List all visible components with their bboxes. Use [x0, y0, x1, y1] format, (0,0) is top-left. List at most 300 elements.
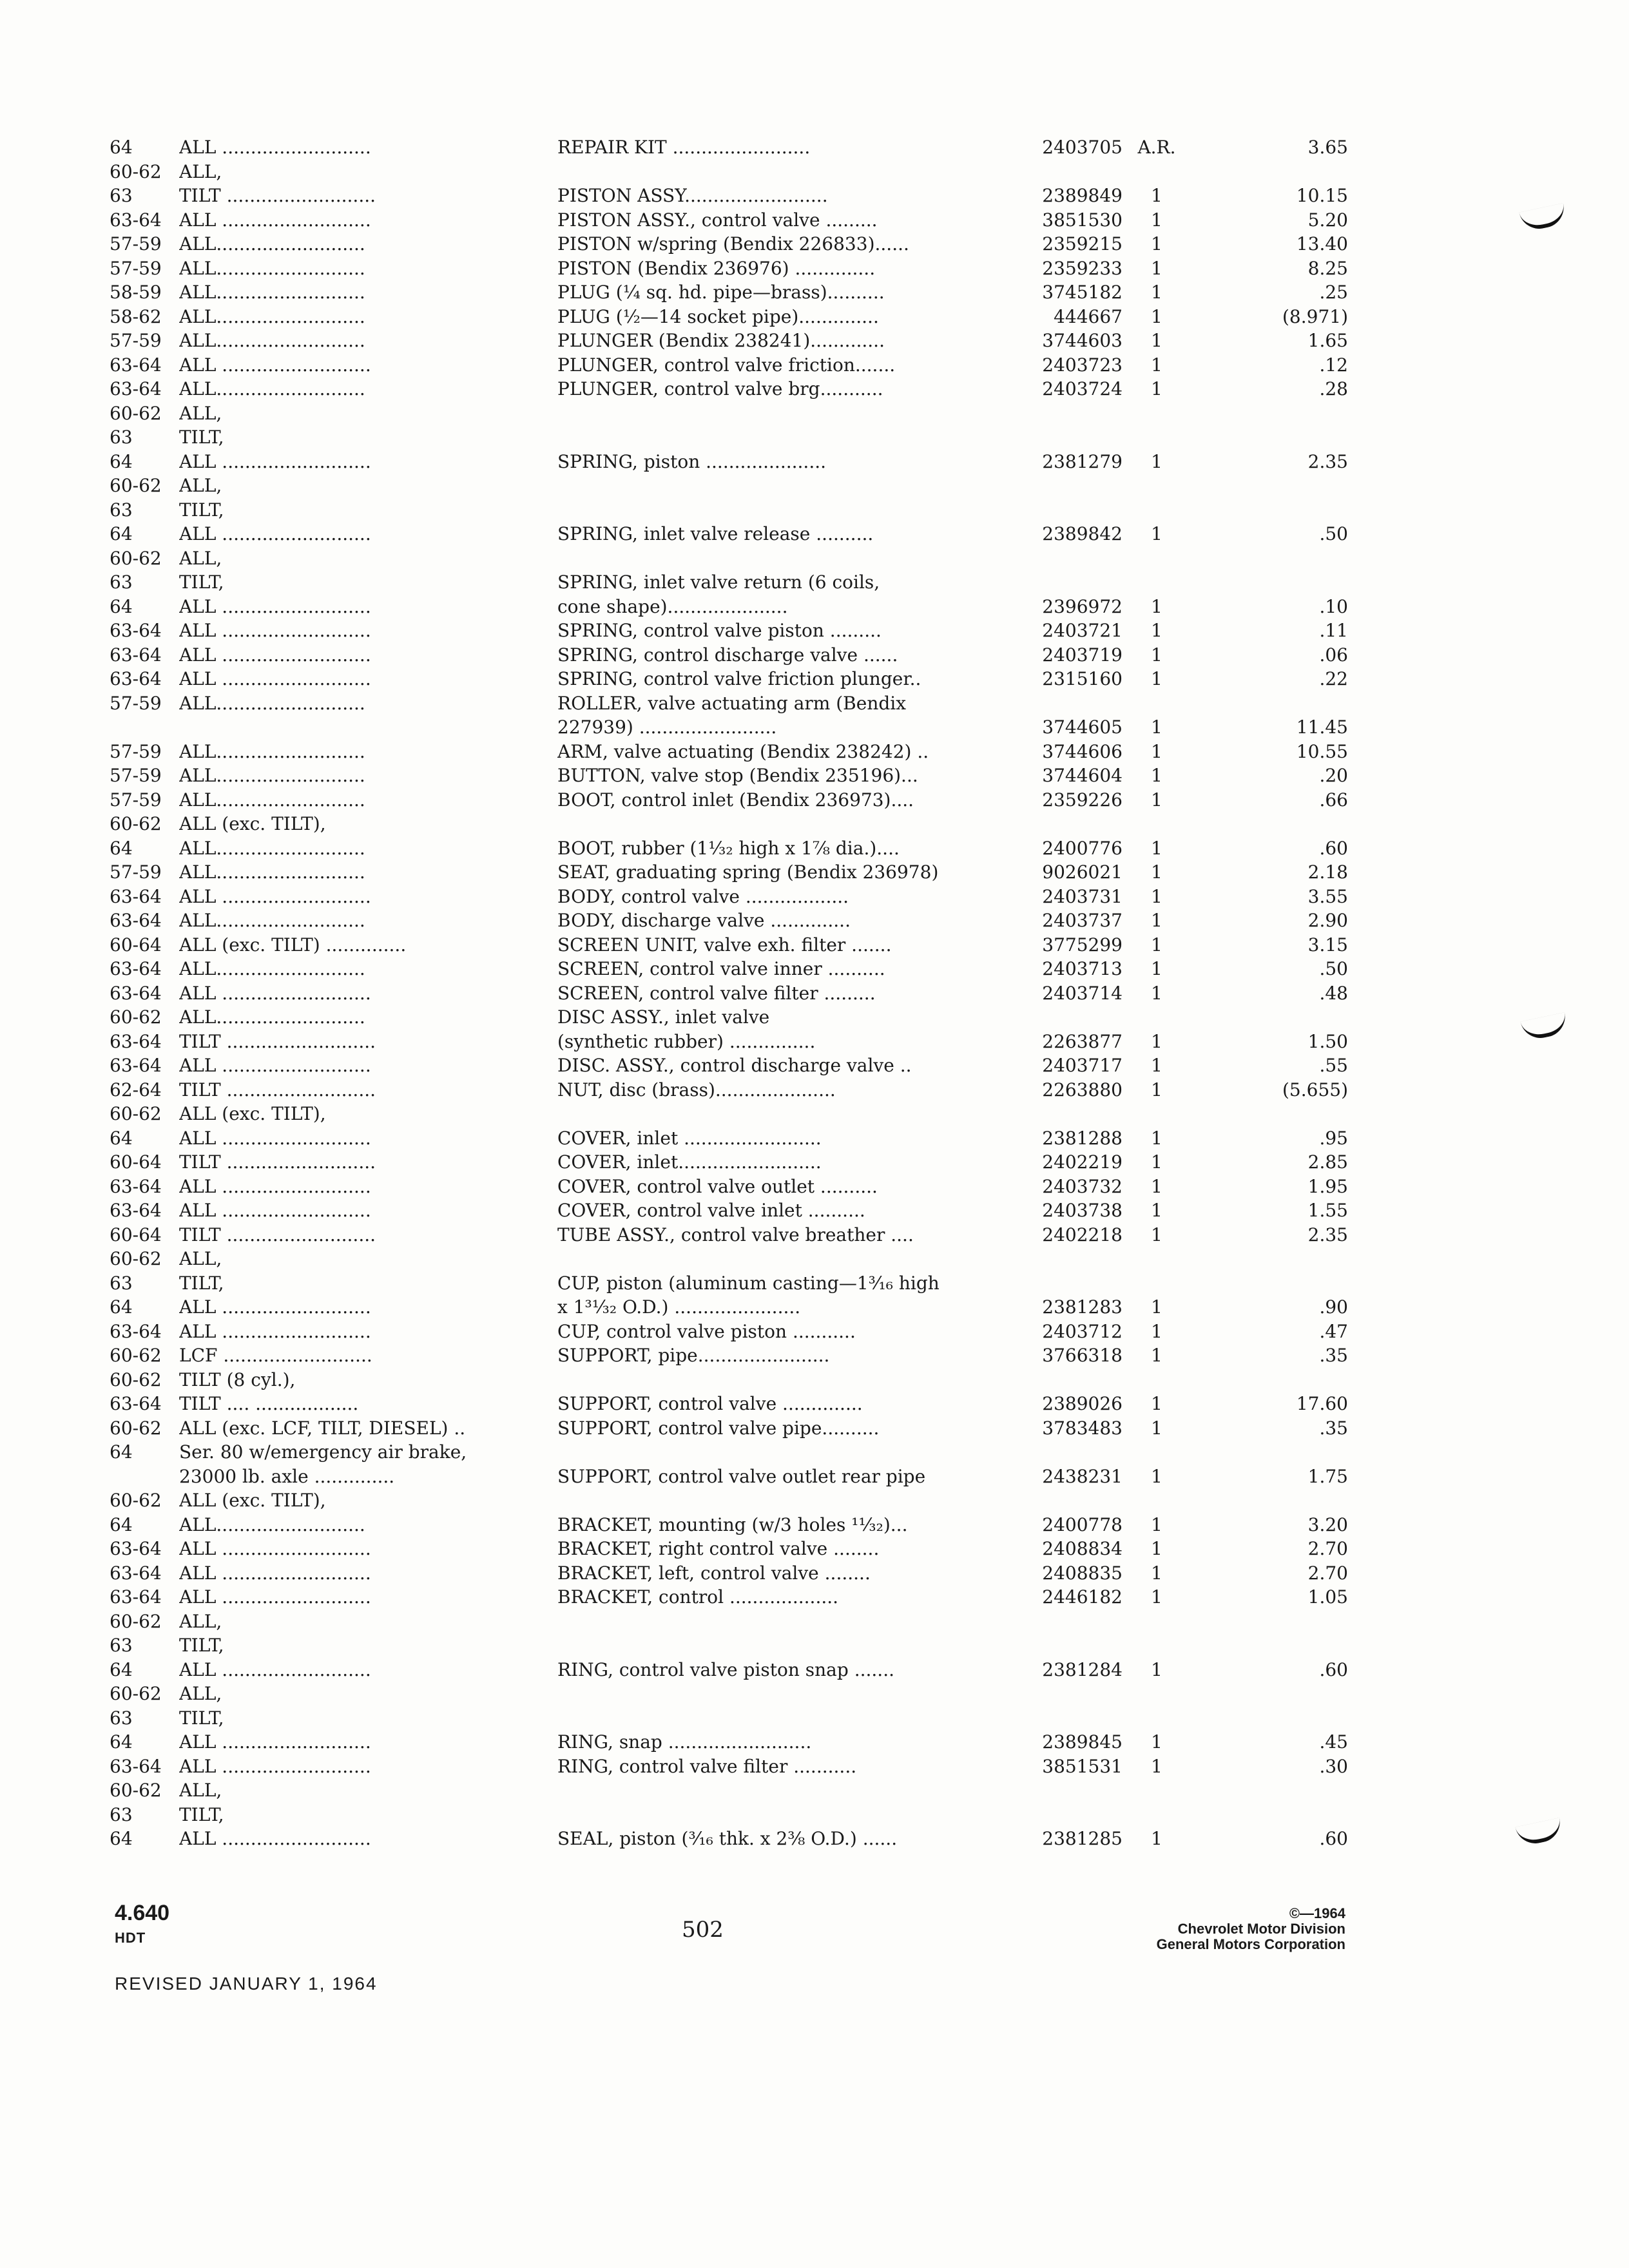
row-part-number: 2400776 [1042, 837, 1123, 859]
row-model: ALL.......................... [179, 330, 365, 351]
row-price: .55 [1319, 1055, 1348, 1076]
row-model: ALL.......................... [179, 958, 365, 979]
row-quantity: 1 [1151, 1465, 1162, 1487]
row-part-number: 2402218 [1042, 1224, 1123, 1245]
table-row [110, 474, 1257, 498]
row-part-number: 2389026 [1042, 1393, 1123, 1414]
row-part-number: 2400778 [1042, 1514, 1123, 1535]
row-description: PISTON ASSY., control valve ......... [557, 209, 878, 231]
row-price: .35 [1319, 1417, 1348, 1439]
row-quantity: 1 [1151, 1055, 1162, 1076]
row-price: .11 [1319, 620, 1348, 641]
row-model: ALL.......................... [179, 1514, 365, 1535]
row-quantity: 1 [1151, 1079, 1162, 1100]
table-row [110, 1320, 1348, 1344]
row-years: 63-64 [110, 1320, 162, 1342]
row-years: 63 [110, 1635, 133, 1656]
row-part-number: 2381288 [1042, 1127, 1123, 1149]
row-part-number: 2263877 [1042, 1030, 1123, 1052]
row-price: .20 [1319, 765, 1348, 786]
table-row [110, 1561, 1348, 1586]
table-row [110, 1150, 1348, 1175]
table-row [110, 1198, 1348, 1223]
row-quantity: 1 [1151, 934, 1162, 956]
table-row [110, 595, 1348, 619]
table-row [110, 353, 1348, 378]
row-quantity: 1 [1151, 1755, 1162, 1777]
table-row [110, 1610, 1257, 1634]
row-part-number: 3744604 [1042, 765, 1123, 786]
row-years: 63-64 [110, 1562, 162, 1584]
row-years: 63-64 [110, 1175, 162, 1197]
series-label: HDT [115, 1930, 146, 1946]
row-quantity: 1 [1151, 789, 1162, 811]
row-quantity: 1 [1151, 1562, 1162, 1584]
row-years: 64 [110, 595, 133, 617]
row-years: 63-64 [110, 1393, 162, 1414]
table-row [110, 1247, 1257, 1271]
row-part-number: 2381279 [1042, 450, 1123, 472]
row-part-number: 9026021 [1042, 861, 1123, 883]
row-model: TILT .... .................. [179, 1393, 359, 1414]
row-description: PISTON w/spring (Bendix 226833)...... [557, 233, 909, 255]
table-row [110, 1754, 1348, 1779]
copyright-division: Chevrolet Motor Division [1177, 1921, 1345, 1937]
row-part-number: 2403724 [1042, 378, 1123, 399]
row-description: x 1³¹⁄₃₂ O.D.) ...................... [557, 1296, 801, 1318]
page-number: 502 [682, 1917, 724, 1943]
table-row [110, 1102, 1257, 1126]
row-quantity: 1 [1151, 1296, 1162, 1318]
row-price: 1.50 [1307, 1030, 1348, 1052]
row-model: ALL .......................... [179, 354, 371, 376]
row-quantity: 1 [1151, 1514, 1162, 1535]
row-part-number: 2359233 [1042, 257, 1123, 279]
table-row [110, 1585, 1348, 1610]
row-part-number: 3783483 [1042, 1417, 1123, 1439]
row-part-number: 2315160 [1042, 668, 1123, 689]
row-quantity: 1 [1151, 765, 1162, 786]
table-row [110, 957, 1348, 981]
row-description: BRACKET, control ................... [557, 1586, 839, 1608]
row-model: ALL.......................... [179, 765, 365, 786]
row-model: ALL .......................... [179, 1296, 371, 1318]
table-row [110, 1126, 1348, 1151]
row-price: 3.15 [1307, 934, 1348, 956]
row-description: DISC. ASSY., control discharge valve .. [557, 1055, 912, 1076]
row-description: PLUG (¼ sq. hd. pipe—brass).......... [557, 282, 885, 303]
row-years: 60-62 [110, 1006, 162, 1028]
row-model: ALL .......................... [179, 1320, 371, 1342]
copyright-year: ©—1964 [1289, 1905, 1345, 1921]
row-quantity: 1 [1151, 1151, 1162, 1173]
row-model: ALL, [179, 547, 222, 569]
row-part-number: 2396972 [1042, 595, 1123, 617]
row-years: 63-64 [110, 378, 162, 399]
row-years: 63 [110, 185, 133, 206]
table-row [110, 377, 1348, 401]
row-description: cone shape)..................... [557, 595, 788, 617]
row-model: ALL, [179, 402, 222, 424]
table-row [110, 1827, 1348, 1851]
table-row [110, 1488, 1257, 1513]
row-price: 1.95 [1307, 1175, 1348, 1197]
row-price: 5.20 [1307, 209, 1348, 231]
row-quantity: 1 [1151, 595, 1162, 617]
row-years: 63-64 [110, 910, 162, 931]
row-years: 64 [110, 1731, 133, 1753]
row-quantity: 1 [1151, 837, 1162, 859]
parts-list [110, 135, 1348, 1851]
table-row [110, 1295, 1348, 1320]
table-row [110, 256, 1348, 281]
row-part-number: 2389849 [1042, 185, 1123, 206]
table-row [110, 788, 1348, 812]
row-part-number: 3766318 [1042, 1345, 1123, 1366]
row-model: LCF .......................... [179, 1345, 372, 1366]
row-model: ALL .......................... [179, 209, 371, 231]
row-description: COVER, control valve outlet .......... [557, 1175, 878, 1197]
row-part-number: 2381283 [1042, 1296, 1123, 1318]
row-years: 64 [110, 837, 133, 859]
row-years: 58-59 [110, 282, 162, 303]
row-quantity: 1 [1151, 740, 1162, 762]
row-quantity: 1 [1151, 1224, 1162, 1245]
row-model: TILT .......................... [179, 1224, 376, 1245]
row-years: 63-64 [110, 982, 162, 1004]
row-description: SPRING, inlet valve return (6 coils, [557, 572, 880, 593]
row-price: 8.25 [1307, 257, 1348, 279]
row-quantity: 1 [1151, 378, 1162, 399]
row-description: SCREEN, control valve filter ......... [557, 982, 876, 1004]
row-model: TILT .......................... [179, 1030, 376, 1052]
table-row [110, 135, 1348, 160]
row-years: 63 [110, 1803, 133, 1825]
row-part-number: 2403732 [1042, 1175, 1123, 1197]
row-price: .60 [1319, 1658, 1348, 1680]
table-row [110, 1465, 1348, 1489]
row-years: 63 [110, 499, 133, 521]
row-years: 60-62 [110, 547, 162, 569]
row-price: .90 [1319, 1296, 1348, 1318]
row-price: 3.65 [1307, 137, 1348, 158]
row-years: 62-64 [110, 1079, 162, 1100]
row-price: 2.18 [1307, 861, 1348, 883]
row-part-number: 2403723 [1042, 354, 1123, 376]
row-years: 63-64 [110, 209, 162, 231]
row-part-number: 2381285 [1042, 1828, 1123, 1849]
table-row [110, 691, 1257, 716]
row-description: SUPPORT, control valve outlet rear pipe [557, 1465, 926, 1487]
binder-mark-bottom [1515, 1818, 1563, 1847]
table-row [110, 1078, 1348, 1102]
table-row [110, 1633, 1257, 1658]
table-row [110, 812, 1257, 836]
table-row [110, 908, 1348, 933]
row-model: ALL.......................... [179, 1006, 365, 1028]
table-row [110, 1343, 1348, 1368]
row-years: 64 [110, 1296, 133, 1318]
row-price: .60 [1319, 1828, 1348, 1849]
row-part-number: 2359226 [1042, 789, 1123, 811]
row-model: ALL.......................... [179, 257, 365, 279]
table-row [110, 1416, 1348, 1441]
row-model: ALL .......................... [179, 595, 371, 617]
row-model: ALL (exc. TILT), [179, 813, 326, 834]
row-quantity: 1 [1151, 523, 1162, 544]
row-description: BOOT, control inlet (Bendix 236973).... [557, 789, 914, 811]
row-years: 63-64 [110, 1055, 162, 1076]
row-model: ALL .......................... [179, 1586, 371, 1608]
row-price: 3.55 [1307, 885, 1348, 907]
table-row [110, 1778, 1257, 1803]
row-price: 1.05 [1307, 1586, 1348, 1608]
row-description: COVER, control valve inlet .......... [557, 1200, 865, 1221]
row-part-number: 2446182 [1042, 1586, 1123, 1608]
row-description: REPAIR KIT ........................ [557, 137, 811, 158]
row-years: 60-62 [110, 1417, 162, 1439]
row-quantity: 1 [1151, 1393, 1162, 1414]
row-years: 63-64 [110, 1030, 162, 1052]
row-description: SUPPORT, control valve pipe.......... [557, 1417, 880, 1439]
row-years: 63-64 [110, 1755, 162, 1777]
row-description: SPRING, piston ..................... [557, 450, 827, 472]
row-model: TILT, [179, 1707, 224, 1729]
row-model: ALL .......................... [179, 1755, 371, 1777]
row-price: 13.40 [1296, 233, 1348, 255]
row-price: 2.70 [1307, 1538, 1348, 1559]
row-model: ALL .......................... [179, 1200, 371, 1221]
row-part-number: 3745182 [1042, 282, 1123, 303]
row-part-number: 2403714 [1042, 982, 1123, 1004]
row-price: 2.35 [1307, 450, 1348, 472]
table-row [110, 764, 1348, 788]
row-description: ARM, valve actuating (Bendix 238242) .. [557, 740, 929, 762]
row-model: TILT, [179, 1803, 224, 1825]
row-price: 2.70 [1307, 1562, 1348, 1584]
row-years: 60-62 [110, 475, 162, 496]
row-model: ALL .......................... [179, 620, 371, 641]
table-row [110, 570, 1257, 595]
row-years: 64 [110, 523, 133, 544]
row-years: 60-64 [110, 1224, 162, 1245]
row-description: CUP, control valve piston ........... [557, 1320, 856, 1342]
table-row [110, 280, 1348, 305]
row-years: 57-59 [110, 861, 162, 883]
row-quantity: 1 [1151, 1200, 1162, 1221]
row-description: SPRING, control valve friction plunger.. [557, 668, 921, 689]
row-description: PLUG (½—14 socket pipe).............. [557, 305, 879, 327]
row-description: BRACKET, mounting (w/3 holes ¹¹⁄₃₂)... [557, 1514, 908, 1535]
row-price: .50 [1319, 958, 1348, 979]
row-price: 11.45 [1296, 716, 1348, 738]
row-years: 63 [110, 427, 133, 448]
row-years: 64 [110, 1828, 133, 1849]
row-description: SUPPORT, pipe....................... [557, 1345, 830, 1366]
row-part-number: 2408834 [1042, 1538, 1123, 1559]
row-description: BRACKET, right control valve ........ [557, 1538, 880, 1559]
row-part-number: 2403738 [1042, 1200, 1123, 1221]
row-price: 2.90 [1307, 910, 1348, 931]
row-model: ALL, [179, 475, 222, 496]
row-years: 63-64 [110, 1586, 162, 1608]
binder-mark-middle [1520, 1012, 1568, 1042]
row-quantity: 1 [1151, 1345, 1162, 1366]
row-description: SPRING, control discharge valve ...... [557, 644, 898, 666]
row-years: 64 [110, 137, 133, 158]
row-model: TILT .......................... [179, 185, 376, 206]
row-price: .30 [1319, 1755, 1348, 1777]
row-quantity: 1 [1151, 861, 1162, 883]
row-model: TILT (8 cyl.), [179, 1369, 296, 1390]
copyright-corporation: General Motors Corporation [1156, 1936, 1345, 1952]
row-years: 60-62 [110, 402, 162, 424]
row-price: .47 [1319, 1320, 1348, 1342]
table-row [110, 329, 1348, 353]
table-row [110, 933, 1348, 957]
row-model: ALL (exc. TILT), [179, 1103, 326, 1124]
row-years: 64 [110, 1514, 133, 1535]
row-part-number: 2403713 [1042, 958, 1123, 979]
row-model: ALL .......................... [179, 1055, 371, 1076]
table-row [110, 1537, 1348, 1561]
row-price: .25 [1319, 282, 1348, 303]
table-row [110, 836, 1348, 861]
row-quantity: 1 [1151, 1731, 1162, 1753]
row-price: 10.55 [1296, 740, 1348, 762]
row-part-number: 2403721 [1042, 620, 1123, 641]
row-quantity: 1 [1151, 668, 1162, 689]
row-model: ALL (exc. TILT) .............. [179, 934, 407, 956]
row-description: SPRING, control valve piston ......... [557, 620, 882, 641]
row-price: 1.65 [1307, 330, 1348, 351]
row-description: BUTTON, valve stop (Bendix 235196)... [557, 765, 918, 786]
row-model: ALL .......................... [179, 1658, 371, 1680]
row-model: ALL .......................... [179, 137, 371, 158]
row-quantity: A.R. [1137, 137, 1176, 158]
table-row [110, 1175, 1348, 1199]
row-description: RING, control valve piston snap ....... [557, 1658, 895, 1680]
row-years: 60-62 [110, 160, 162, 182]
row-description: PISTON ASSY......................... [557, 185, 828, 206]
row-years: 64 [110, 1658, 133, 1680]
row-price: 3.20 [1307, 1514, 1348, 1535]
row-description: SCREEN, control valve inner .......... [557, 958, 885, 979]
row-model: TILT, [179, 499, 224, 521]
row-years: 63-64 [110, 1538, 162, 1559]
row-price: 2.85 [1307, 1151, 1348, 1173]
row-years: 60-64 [110, 934, 162, 956]
row-model: 23000 lb. axle .............. [179, 1465, 395, 1487]
table-row [110, 1682, 1257, 1706]
row-price: .35 [1319, 1345, 1348, 1366]
row-description: 227939) ........................ [557, 716, 777, 738]
row-price: .06 [1319, 644, 1348, 666]
row-model: ALL.......................... [179, 910, 365, 931]
row-description: RING, snap ......................... [557, 1731, 812, 1753]
row-years: 57-59 [110, 789, 162, 811]
row-quantity: 1 [1151, 885, 1162, 907]
row-part-number: 2389842 [1042, 523, 1123, 544]
row-years: 57-59 [110, 233, 162, 255]
row-part-number: 2263880 [1042, 1079, 1123, 1100]
row-quantity: 1 [1151, 1586, 1162, 1608]
row-quantity: 1 [1151, 330, 1162, 351]
row-quantity: 1 [1151, 982, 1162, 1004]
row-model: TILT, [179, 427, 224, 448]
row-price: .50 [1319, 523, 1348, 544]
row-model: ALL .......................... [179, 1175, 371, 1197]
row-price: .22 [1319, 668, 1348, 689]
revision-date: REVISED JANUARY 1, 1964 [115, 1974, 378, 1994]
row-model: ALL .......................... [179, 885, 371, 907]
table-row [110, 667, 1348, 691]
row-quantity: 1 [1151, 1030, 1162, 1052]
table-row [110, 522, 1348, 546]
table-row [110, 715, 1348, 740]
row-years: 60-62 [110, 1103, 162, 1124]
row-quantity: 1 [1151, 257, 1162, 279]
row-price: .45 [1319, 1731, 1348, 1753]
row-model: TILT .......................... [179, 1079, 376, 1100]
row-model: ALL.......................... [179, 740, 365, 762]
row-description: (synthetic rubber) ............... [557, 1030, 816, 1052]
row-model: ALL.......................... [179, 233, 365, 255]
row-model: TILT, [179, 572, 224, 593]
row-price: 10.15 [1296, 185, 1348, 206]
row-years: 60-62 [110, 1248, 162, 1269]
row-quantity: 1 [1151, 644, 1162, 666]
row-price: 1.75 [1307, 1465, 1348, 1487]
row-description: PLUNGER, control valve brg........... [557, 378, 883, 399]
row-quantity: 1 [1151, 1320, 1162, 1342]
table-row [110, 860, 1348, 885]
row-part-number: 3851530 [1042, 209, 1123, 231]
table-row [110, 1392, 1348, 1416]
table-row [110, 450, 1348, 474]
table-row [110, 885, 1348, 909]
row-quantity: 1 [1151, 1658, 1162, 1680]
table-row [110, 1440, 1257, 1465]
row-model: ALL .......................... [179, 450, 371, 472]
row-years: 63-64 [110, 668, 162, 689]
row-model: ALL .......................... [179, 668, 371, 689]
row-years: 63-64 [110, 958, 162, 979]
table-row [110, 1271, 1257, 1296]
row-years: 63-64 [110, 1200, 162, 1221]
row-quantity: 1 [1151, 233, 1162, 255]
row-price: .66 [1319, 789, 1348, 811]
row-part-number: 2403737 [1042, 910, 1123, 931]
row-years: 60-62 [110, 1490, 162, 1511]
row-model: ALL, [179, 1610, 222, 1632]
row-model: ALL.......................... [179, 837, 365, 859]
row-description: TUBE ASSY., control valve breather .... [557, 1224, 914, 1245]
row-quantity: 1 [1151, 354, 1162, 376]
table-row [110, 1513, 1348, 1537]
row-years: 58-62 [110, 305, 162, 327]
row-model: Ser. 80 w/emergency air brake, [179, 1441, 467, 1463]
row-description: BODY, discharge valve .............. [557, 910, 851, 931]
row-model: ALL .......................... [179, 1127, 371, 1149]
row-description: ROLLER, valve actuating arm (Bendix [557, 692, 907, 714]
row-years: 64 [110, 450, 133, 472]
row-quantity: 1 [1151, 282, 1162, 303]
row-model: TILT .......................... [179, 1151, 376, 1173]
table-row [110, 1706, 1257, 1731]
row-years: 57-59 [110, 765, 162, 786]
row-description: COVER, inlet......................... [557, 1151, 822, 1173]
